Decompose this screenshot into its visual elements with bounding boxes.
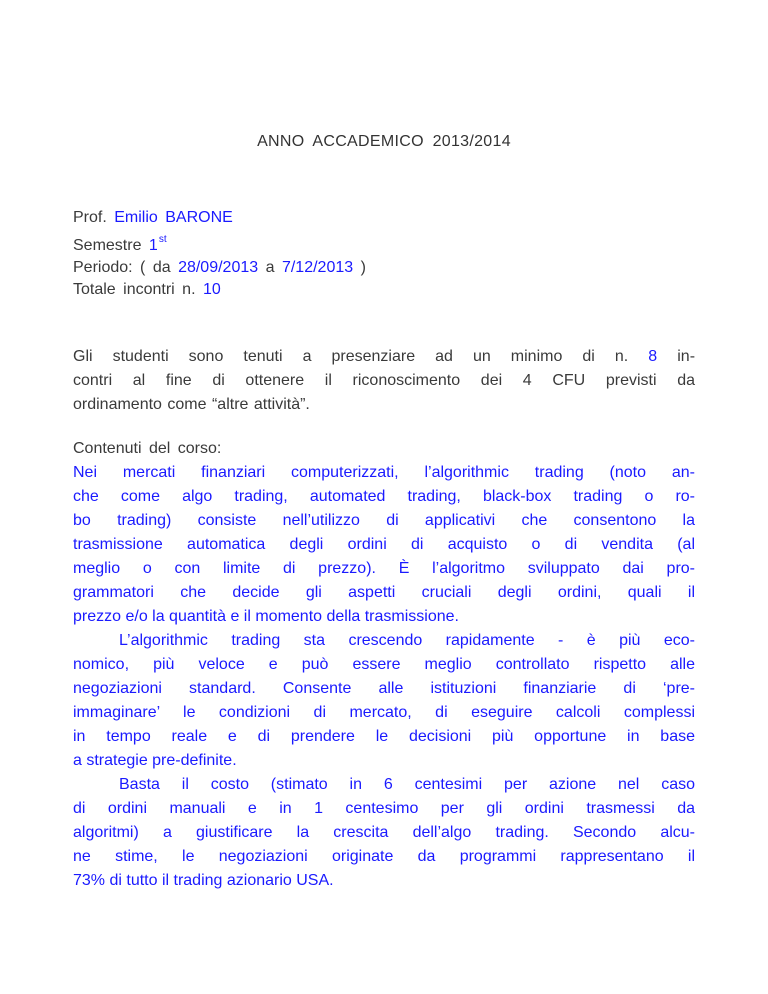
period-row [73, 257, 366, 279]
contents-line: a strategie pre-definite. [73, 752, 237, 769]
contents-line: Nei mercati finanziari computerizzati, l’algorithmic trading (noto an- [73, 464, 695, 481]
semester-row [73, 229, 366, 257]
contents-line: 73% di tutto il trading azionario USA. [73, 872, 334, 889]
contents-line: di ordini manuali e in 1 centesimo per gli ordini trasmessi da [73, 800, 695, 817]
attendance-line [73, 345, 695, 369]
contents-line: meglio o con limite di prezzo). È l’algoritmo sviluppato dai pro- [73, 560, 695, 577]
semester-suffix: st [158, 234, 167, 245]
contents-line: algoritmi) a giustificare la crescita dell’algo trading. Secondo alcu- [73, 824, 695, 841]
attendance-line: contri al fine di ottenere il riconoscimento dei 4 CFU previsti da [73, 372, 695, 389]
period-label: Periodo: ( da [73, 259, 171, 276]
attendance-line: ordinamento come “altre attività”. [73, 396, 310, 413]
period-end-date: 7/12/2013 [281, 259, 354, 276]
period-separator: a [265, 259, 275, 276]
period-start-date: 28/09/2013 [178, 259, 259, 276]
contents-line: L’algorithmic trading sta crescendo rapidamente - è più eco- [119, 632, 695, 649]
course-info [73, 207, 366, 301]
course-contents [73, 461, 695, 893]
meetings-count: 10 [202, 281, 221, 298]
meetings-label: Totale incontri n. [73, 281, 196, 298]
contents-line: immaginare’ le condizioni di mercato, di eseguire calcoli complessi [73, 704, 695, 721]
contents-line: che come algo trading, automated trading, black-box trading o ro- [73, 488, 695, 505]
attendance-text: Gli studenti sono tenuti a presenziare ad un minimo di n. [73, 348, 629, 365]
contents-heading: Contenuti del corso: [73, 440, 222, 457]
contents-line: ne stime, le negoziazioni originate da programmi rappresentano il [73, 848, 695, 865]
contents-line: prezzo e/o la quantità e il momento della trasmissione. [73, 608, 459, 625]
contents-line: trasmissione automatica degli ordini di acquisto o di vendita (al [73, 536, 695, 553]
contents-line: nomico, più veloce e può essere meglio controllato rispetto alle [73, 656, 695, 673]
attendance-paragraph [73, 345, 695, 417]
contents-line: bo trading) consiste nell’utilizzo di applicativi che consentono la [73, 512, 695, 529]
minimum-meetings: 8 [648, 348, 658, 365]
contents-line: in tempo reale e di prendere le decisioni più opportune in base [73, 728, 695, 745]
meetings-row [73, 279, 366, 301]
contents-line: grammatori che decide gli aspetti cruciali degli ordini, quali il [73, 584, 695, 601]
page-title: ANNO ACCADEMICO 2013/2014 [257, 133, 511, 150]
professor-name: Emilio BARONE [114, 209, 233, 226]
contents-line: negoziazioni standard. Consente alle istituzioni finanziarie di ‘pre- [73, 680, 695, 697]
semester-number: 1 [148, 237, 158, 254]
attendance-text-hyphen: in- [677, 348, 696, 365]
period-close: ) [360, 259, 366, 276]
professor-row [73, 207, 366, 229]
professor-label: Prof. [73, 209, 107, 226]
semester-label: Semestre [73, 237, 142, 254]
contents-line: Basta il costo (stimato in 6 centesimi per azione nel caso [119, 776, 695, 793]
semester-value [148, 234, 167, 254]
